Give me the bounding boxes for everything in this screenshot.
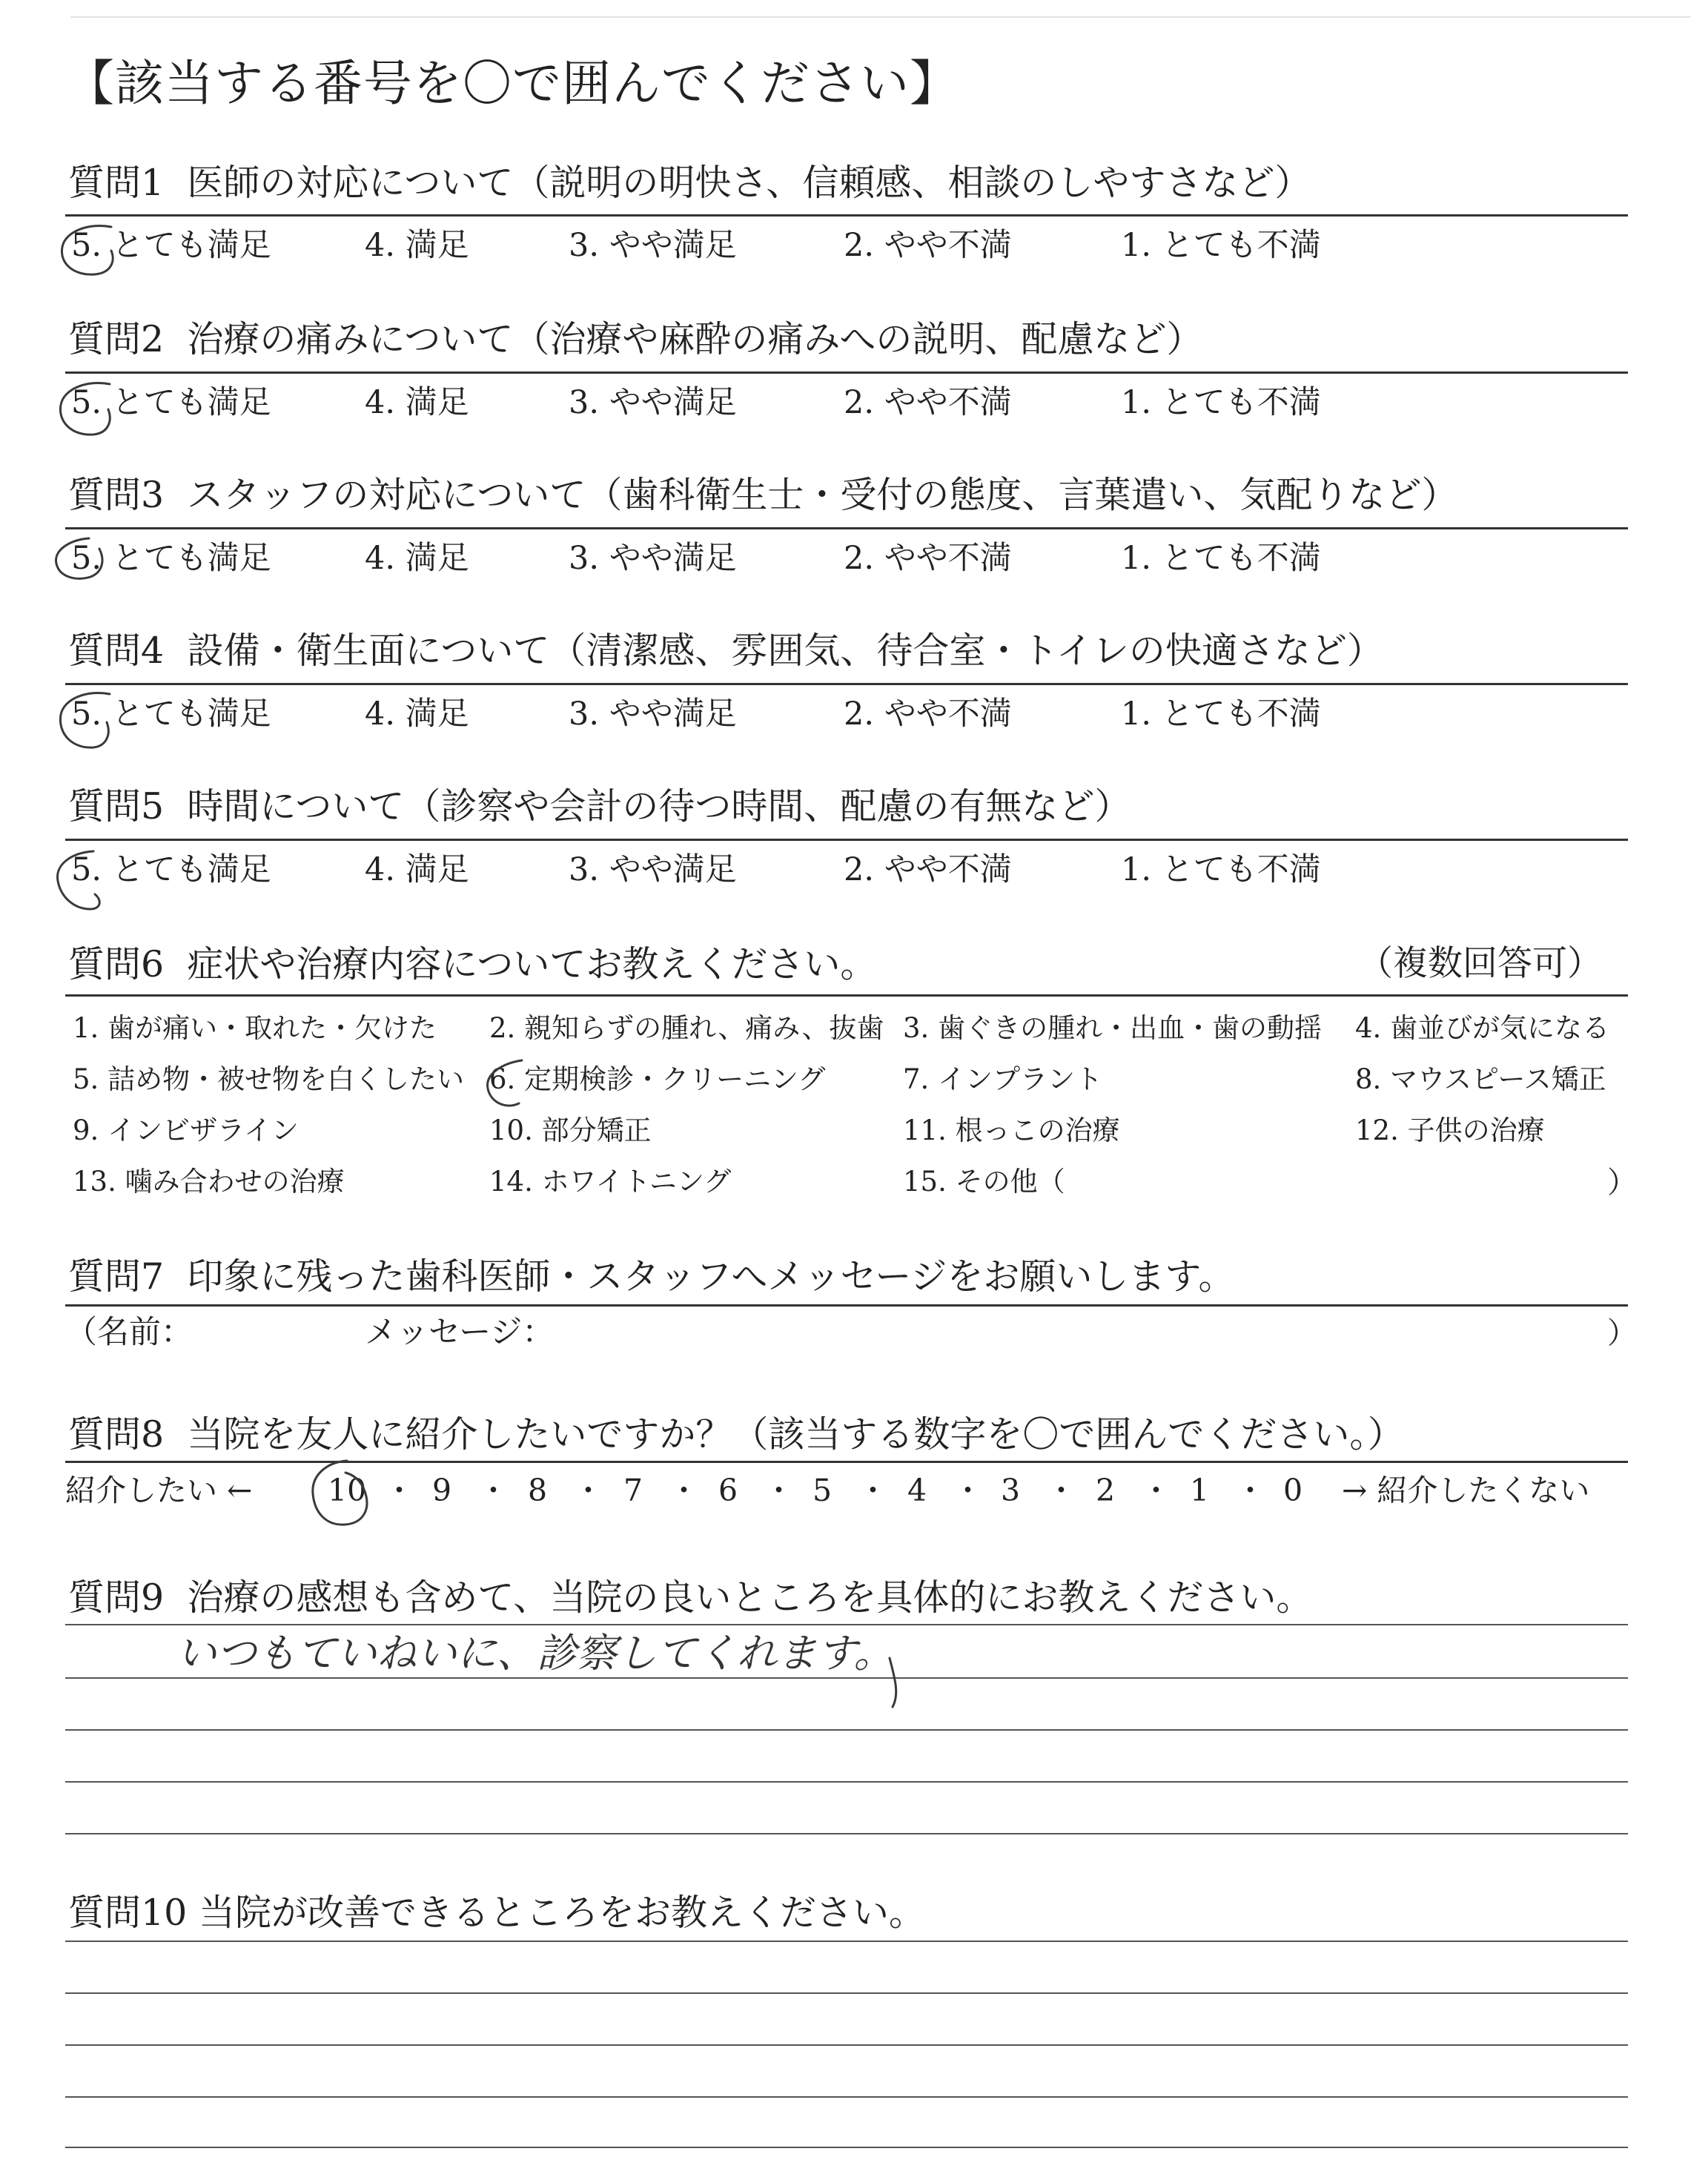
handwritten-answer[interactable]: いつもていねいに、診察してくれます。: [176, 1630, 894, 1677]
writing-line: [65, 2096, 1628, 2098]
message-field-label: メッセージ：: [365, 1314, 555, 1351]
scale-value-7[interactable]: 7: [623, 1473, 643, 1508]
question-rule: [65, 839, 1628, 841]
treatment-option[interactable]: 12. 子供の治療: [1355, 1114, 1545, 1146]
top-edge-line: [70, 16, 1690, 18]
option-5[interactable]: 5. とても満足: [71, 540, 271, 577]
question-heading: 質問4 設備・衛生面について（清潔感、雰囲気、待合室・トイレの快適さなど）: [68, 630, 1383, 672]
treatment-option[interactable]: 11. 根っこの治療: [903, 1114, 1120, 1146]
question-heading: 質問7 印象に残った歯科医師・スタッフへメッセージをお願いします。: [68, 1255, 1235, 1298]
option-4[interactable]: 4. 満足: [365, 851, 469, 888]
treatment-option[interactable]: 13. 噛み合わせの治療: [73, 1166, 345, 1198]
scale-value-5[interactable]: 5: [812, 1473, 833, 1508]
option-3[interactable]: 3. やや満足: [569, 384, 737, 421]
option-3[interactable]: 3. やや満足: [569, 851, 737, 888]
scale-separator: ・: [1141, 1473, 1171, 1508]
treatment-option-other[interactable]: 15. その他（: [903, 1166, 1065, 1198]
question-rule: [65, 371, 1628, 374]
question-heading: 質問3 スタッフの対応について（歯科衛生士・受付の態度、言葉遣い、気配りなど）: [68, 474, 1458, 516]
treatment-option[interactable]: 8. マウスピース矯正: [1355, 1063, 1606, 1095]
option-1[interactable]: 1. とても不満: [1121, 384, 1321, 421]
option-2[interactable]: 2. やや不満: [844, 540, 1012, 577]
scale-value-2[interactable]: 2: [1096, 1473, 1116, 1508]
form-title: 【該当する番号を〇で囲んでください】: [65, 55, 959, 112]
option-5[interactable]: 5. とても満足: [71, 851, 271, 888]
writing-line: [65, 2147, 1628, 2148]
question-heading: 質問9 治療の感想も含めて、当院の良いところを具体的にお教えください。: [68, 1576, 1313, 1619]
writing-line: [65, 1624, 1628, 1625]
treatment-option[interactable]: 10. 部分矯正: [489, 1114, 652, 1146]
question-rule: [65, 214, 1628, 217]
question-heading: 質問8 当院を友人に紹介したいですか？（該当する数字を〇で囲んでください。）: [68, 1413, 1404, 1456]
option-1[interactable]: 1. とても不満: [1121, 696, 1321, 733]
option-3[interactable]: 3. やや満足: [569, 227, 737, 264]
scale-value-4[interactable]: 4: [907, 1473, 927, 1508]
option-1[interactable]: 1. とても不満: [1121, 540, 1321, 577]
treatment-option[interactable]: 2. 親知らずの腫れ、痛み、抜歯: [489, 1012, 884, 1044]
option-1[interactable]: 1. とても不満: [1121, 851, 1321, 888]
scale-value-8[interactable]: 8: [528, 1473, 548, 1508]
option-5[interactable]: 5. とても満足: [71, 384, 271, 421]
treatment-option[interactable]: 7. インプラント: [903, 1063, 1103, 1095]
scale-value-0[interactable]: 0: [1283, 1473, 1303, 1508]
treatment-option[interactable]: 4. 歯並びが気になる: [1355, 1012, 1610, 1044]
treatment-option[interactable]: 14. ホワイトニング: [489, 1166, 732, 1198]
scale-separator: ・: [1235, 1473, 1265, 1508]
option-5[interactable]: 5. とても満足: [71, 696, 271, 733]
question-rule: [65, 1304, 1628, 1307]
treatment-option[interactable]: 3. 歯ぐきの腫れ・出血・歯の動揺: [903, 1012, 1323, 1044]
scale-separator: ・: [858, 1473, 888, 1508]
scale-separator: ・: [573, 1473, 603, 1508]
scale-separator: ・: [669, 1473, 699, 1508]
option-3[interactable]: 3. やや満足: [569, 540, 737, 577]
question-heading: 質問6 症状や治療内容についてお教えください。: [68, 943, 877, 985]
scale-separator: ・: [764, 1473, 794, 1508]
recommend-scale-right-label: → 紹介したくない: [1342, 1473, 1590, 1508]
scale-value-9[interactable]: 9: [432, 1473, 452, 1508]
scale-value-6[interactable]: 6: [718, 1473, 738, 1508]
writing-line: [65, 1941, 1628, 1942]
option-2[interactable]: 2. やや不満: [844, 384, 1012, 421]
option-2[interactable]: 2. やや不満: [844, 851, 1012, 888]
question-heading: 質問1 医師の対応について（説明の明快さ、信頼感、相談のしやすさなど）: [68, 162, 1311, 204]
option-2[interactable]: 2. やや不満: [844, 696, 1012, 733]
option-4[interactable]: 4. 満足: [365, 384, 469, 421]
option-4[interactable]: 4. 満足: [365, 227, 469, 264]
scale-value-1[interactable]: 1: [1190, 1473, 1210, 1508]
recommend-scale-left-label: 紹介したい ←: [65, 1473, 253, 1508]
option-2[interactable]: 2. やや不満: [844, 227, 1012, 264]
option-5[interactable]: 5. とても満足: [71, 227, 271, 264]
scale-separator: ・: [953, 1473, 983, 1508]
treatment-option[interactable]: 6. 定期検診・クリーニング: [489, 1063, 826, 1095]
option-4[interactable]: 4. 満足: [365, 696, 469, 733]
scale-value-10[interactable]: 10: [328, 1473, 367, 1508]
writing-line: [65, 1677, 1628, 1679]
treatment-option[interactable]: 1. 歯が痛い・取れた・欠けた: [73, 1012, 437, 1044]
treatment-option[interactable]: 9. インビザライン: [73, 1114, 299, 1146]
question-rule: [65, 683, 1628, 685]
question-heading: 質問5 時間について（診察や会計の待つ時間、配慮の有無など）: [68, 785, 1131, 828]
scale-separator: ・: [384, 1473, 414, 1508]
question-rule: [65, 527, 1628, 529]
scale-separator: ・: [1046, 1473, 1076, 1508]
writing-line: [65, 1781, 1628, 1783]
question-heading: 質問10 当院が改善できるところをお教えください。: [68, 1892, 925, 1934]
writing-line: [65, 1833, 1628, 1834]
question-heading: 質問2 治療の痛みについて（治療や麻酔の痛みへの説明、配慮など）: [68, 318, 1203, 360]
name-field-label: （名前：: [65, 1314, 193, 1351]
question-rule: [65, 1461, 1628, 1463]
writing-line: [65, 2044, 1628, 2046]
treatment-option[interactable]: 5. 詰め物・被せ物を白くしたい: [73, 1063, 465, 1095]
writing-line: [65, 1729, 1628, 1731]
option-3[interactable]: 3. やや満足: [569, 696, 737, 733]
option-4[interactable]: 4. 満足: [365, 540, 469, 577]
other-close-paren: ）: [1607, 1166, 1637, 1200]
multiple-answers-note: （複数回答可）: [1358, 943, 1602, 984]
message-close-paren: ）: [1607, 1316, 1637, 1350]
scale-separator: ・: [478, 1473, 509, 1508]
writing-line: [65, 1992, 1628, 1994]
option-1[interactable]: 1. とても不満: [1121, 227, 1321, 264]
question-rule: [65, 994, 1628, 997]
scale-value-3[interactable]: 3: [1001, 1473, 1021, 1508]
